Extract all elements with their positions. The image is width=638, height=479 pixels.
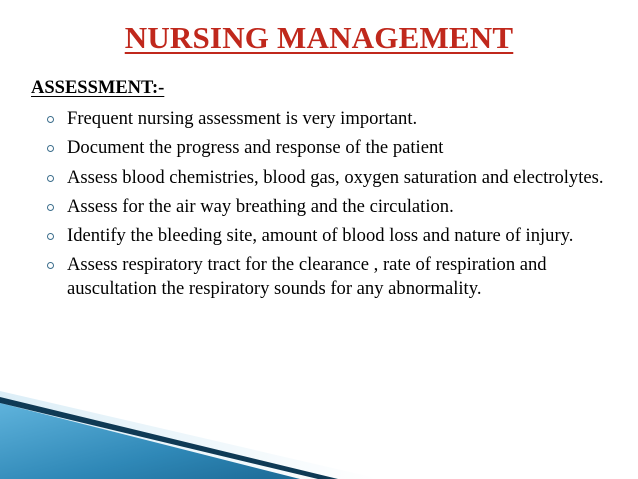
- bullet-text: Assess blood chemistries, blood gas, oxygen saturation and electrolytes.: [67, 166, 604, 188]
- bullet-text: Frequent nursing assessment is very important.: [67, 108, 418, 129]
- hollow-circle-bullet-icon: [47, 233, 54, 240]
- bullet-item: [46, 224, 626, 247]
- bullet-item: [46, 195, 626, 218]
- hollow-circle-bullet-icon: [47, 204, 54, 211]
- hollow-circle-bullet-icon: [47, 145, 54, 152]
- bullet-text: Assess respiratory tract for the clearance , rate of respiration and auscultation the respiratory sounds for any abnormality.: [67, 254, 547, 299]
- hollow-circle-bullet-icon: [47, 262, 54, 269]
- bullet-text: Identify the bleeding site, amount of blood loss and nature of injury.: [67, 225, 574, 247]
- hollow-circle-bullet-icon: [47, 175, 54, 182]
- section-heading: ASSESSMENT:-: [31, 78, 165, 98]
- bullet-item: [46, 253, 626, 300]
- bullet-item: [46, 166, 626, 189]
- hollow-circle-bullet-icon: [47, 116, 54, 123]
- bullet-text: Document the progress and response of the patient: [67, 137, 444, 159]
- bullet-item: [46, 107, 626, 130]
- slide-title: NURSING MANAGEMENT: [124, 20, 514, 55]
- bullet-item: [46, 136, 626, 159]
- bullet-text: Assess for the air way breathing and the circulation.: [67, 195, 454, 217]
- corner-decoration: [0, 389, 638, 479]
- bullet-list: [46, 107, 626, 306]
